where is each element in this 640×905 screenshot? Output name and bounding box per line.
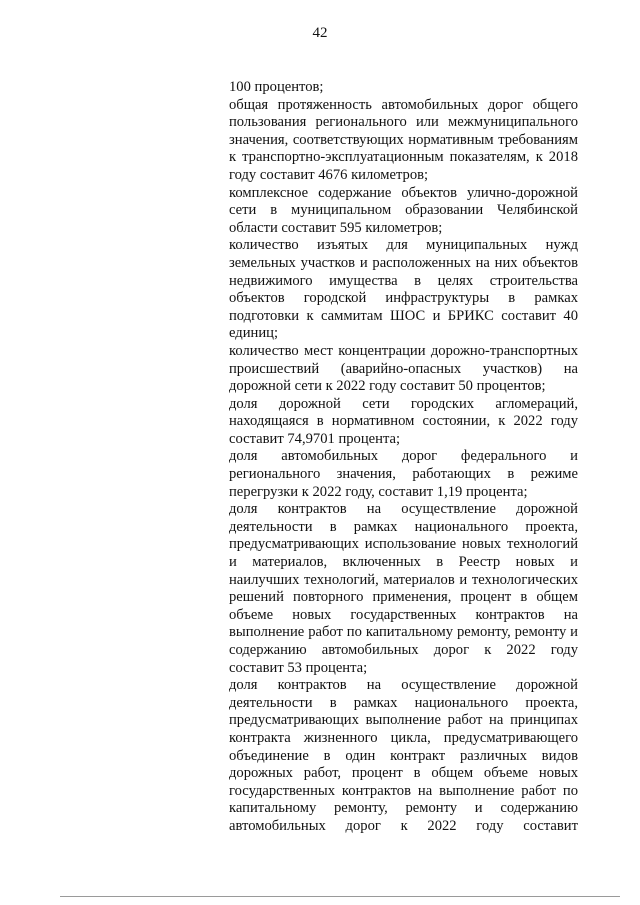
paragraph: 100 процентов; xyxy=(229,79,324,95)
paragraph: доля дорожной сети городских агломераций, находящаяся в нормативном состоянии, к 2022 году составит 74,9701 процента; xyxy=(229,395,578,447)
paragraph: доля контрактов на осуществление дорожной деятельности в рамках национального проекта, предусматривающих выполнение работ на принципах контракта жизненного цикла, предусматривающего объединение в один контракт различных видов дорожных работ, процент в общем объеме новых государственных контрактов на выполнение работ по капитальному ремонту, ремонту и содержанию автомобильных дорог к 2022 году составит xyxy=(229,677,578,834)
document-body xyxy=(229,79,578,836)
page-bottom-rule xyxy=(60,896,620,897)
paragraph: количество мест концентрации дорожно-транспортных происшествий (аварийно-опасных участков) на дорожной сети к 2022 году составит 50 процентов; xyxy=(229,342,578,395)
paragraph: комплексное содержание объектов улично-дорожной сети в муниципальном образовании Челябинской области составит 595 километров; xyxy=(229,184,578,236)
paragraph: доля автомобильных дорог федерального и регионального значения, работающих в режиме перегрузки к 2022 году, составит 1,19 процента; xyxy=(229,448,578,500)
paragraph: общая протяженность автомобильных дорог общего пользования регионального или межмуниципального значения, соответствующих нормативным требованиям к транспортно-эксплуатационным показателям, к 2018 году составит 4676 километров; xyxy=(229,96,578,183)
page-number: 42 xyxy=(312,25,328,41)
paragraph: количество изъятых для муниципальных нужд земельных участков и расположенных на них объектов недвижимого имущества в целях строительства объектов городской инфраструктуры в рамках подготовки к саммитам ШОС и БРИКС составит 40 единиц; xyxy=(229,237,578,342)
paragraph: доля контрактов на осуществление дорожной деятельности в рамках национального проекта, предусматривающих использование новых технологий и материалов, включенных в Реестр новых и наилучших технологий, материалов и технологических решений повторного применения, процент в общем объеме новых государственных контрактов на выполнение работ по капитальному ремонту, ремонту и содержанию автомобильных дорог к 2022 году составит 53 процента; xyxy=(229,501,578,676)
